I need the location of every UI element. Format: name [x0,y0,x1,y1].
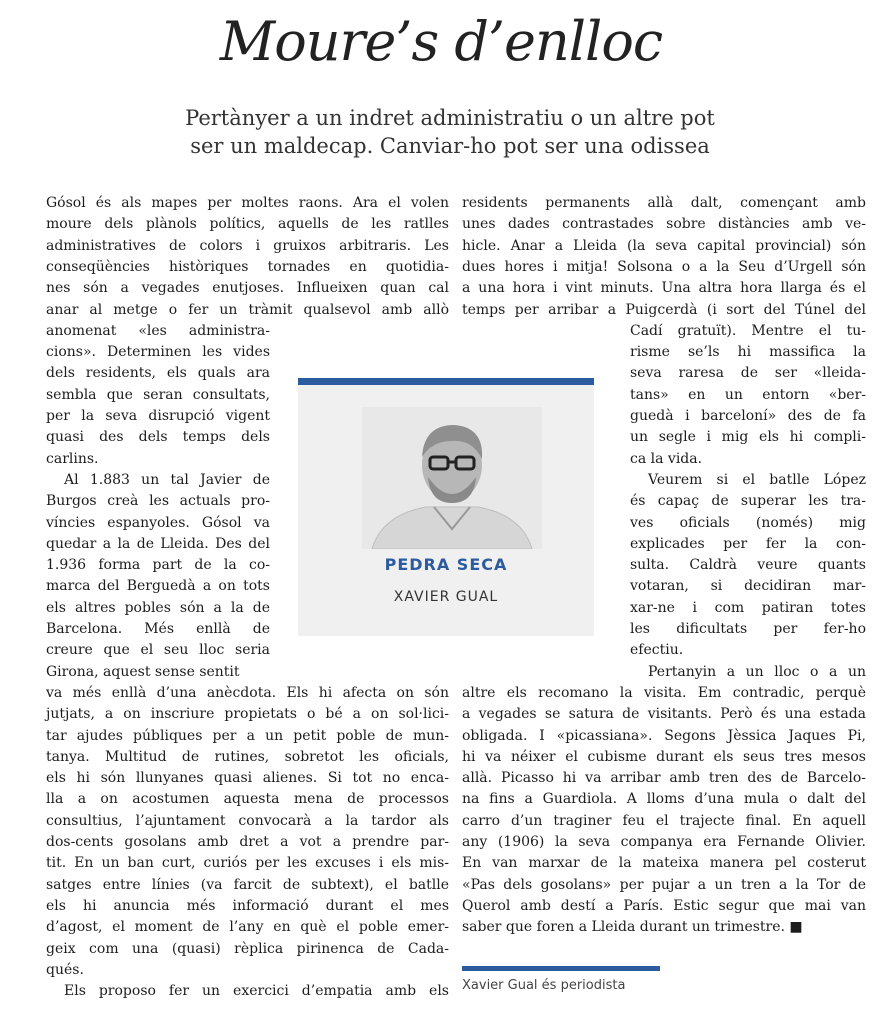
text-line: Cadí gratuït). Mentre el tu- [630,322,866,339]
text-line: ves oficials (només) mig [630,514,866,531]
subheadline-line: Pertànyer a un indret administratiu o un altre pot [185,106,715,130]
text-line: carlins. [46,450,99,467]
text-line: sembla que seran consultats, [46,386,270,403]
text-line: els altres pobles són a la de [46,599,270,616]
text-line: 1.936 forma part de la co- [46,557,270,574]
text-line: risme se’ls hi massifica la [630,344,866,361]
text-line: sulta. Caldrà veure quants [630,557,866,574]
text-line: Querol amb destí a París. Estic segur que mai van [462,897,866,914]
text-line: xar-ne i com patiran totes [630,599,866,616]
text-line: administratives de colors i gruixos arbitraris. Les [46,237,449,254]
text-line: lla a on acostumen aquesta mena de processos [46,791,449,808]
text-line: guedà i barceloní» des de fa [630,408,866,424]
text-line: tanya. Multitud de rutines, sobretot les oficials, [46,748,449,765]
text-line: geix com una (quasi) rèplica pirinenca de Cada- [46,940,449,957]
text-line: temps per arribar a Puigcerdà (i sort del Túnel del [462,301,866,318]
text-line: dos-cents gosolans amb dret a vot a prendre par- [46,834,449,850]
text-line: Els proposo fer un exercici d’empatia amb els [64,983,449,1000]
text-line: a una hora i vint minuts. Una altra hora llarga és el [462,280,866,297]
text-line: seva raresa de ser «lleida- [630,365,866,382]
text-line: anomenat «les administra- [46,322,270,339]
text-line: creure que el seu lloc seria [46,642,270,659]
text-line: quedar a la de Lleida. Des del [46,535,270,552]
text-line: hicle. Anar a Lleida (la seva capital provincial) són [462,237,866,254]
text-line: votaran, si decidiran mar- [630,578,866,595]
text-line: Girona, aquest sense sentit [46,663,240,680]
text-line: Al 1.883 un tal Javier de [64,471,270,488]
text-line: obligada. I «picassiana». Segons Jèssica Jaques Pi, [462,727,866,744]
subheadline-line: ser un maldecap. Canviar-ho pot ser una odissea [190,134,710,158]
text-line: Barcelona. Més enllà de [46,621,270,637]
text-line: Burgos creà les actuals pro- [46,493,270,510]
text-line: és capaç de superar les tra- [630,493,866,510]
text-line: consultius, l’ajuntament convocarà a la tardor als [46,812,449,829]
text-line: satges entre línies (va farcit de subtext), el batlle [46,876,449,893]
text-line: altre els recomano la visita. Em contradic, perquè [462,684,866,701]
text-line: un segle i mig els hi compli- [630,429,866,446]
column-rubric: PEDRA SECA [384,555,508,574]
text-line: moure dels plànols polítics, aquells de les ratlles [46,216,449,233]
text-line: «Pas dels gosolans» per pujar a un tren a la Tor de [462,876,866,893]
subheadline [150,104,750,160]
text-line: hi va néixer el cubisme durant els seus tres mesos [462,748,866,765]
text-line: tar ajudes públiques per a un petit poble de mun- [46,727,449,744]
text-line: dels residents, els quals ara [46,365,270,382]
text-line: cions». Determinen les vides [46,344,270,361]
text-line: tit. En un ban curt, curiós per les excuses i els mis- [46,855,449,872]
text-line: d’agost, el moment de l’any en què el poble emer- [46,919,449,936]
text-line: nes són a vegades enutjoses. Influeixen quan cal [46,280,449,297]
text-line: explicades per fer la con- [630,535,866,552]
text-line: saber que foren a Lleida durant un trimestre. ■ [462,919,803,936]
text-line: les dificultats per fer-ho [630,621,866,637]
text-line: per la seva disrupció vigent [46,408,270,424]
byline: XAVIER GUAL [393,589,499,605]
author-note: Xavier Gual és periodista [462,978,626,993]
text-line: marca del Berguedà a on tots [46,578,270,595]
text-line: els hi són llunyanes quasi alienes. Si tot no enca- [46,770,449,787]
text-line: a vegades se satura de visitants. Però és una estada [462,706,866,723]
end-rule [462,966,660,971]
text-line: En van marxar de la mateixa manera pel costerut [462,855,866,872]
text-line: any (1906) la seva companya era Fernande Olivier. [462,834,866,850]
headline: Moure’s d’enlloc [219,10,663,73]
text-line: residents permanents allà dalt, començant amb [462,195,866,211]
text-line: jutjats, a on inscriure propietats o bé a on sol·lici- [46,706,449,723]
text-line: quasi des dels temps dels [46,429,270,446]
text-line: unes dades contrastades sobre distàncies amb ve- [462,216,866,233]
author-box [298,378,594,636]
author-photo [362,407,542,549]
text-line: els hi anuncia més informació durant el mes [46,897,449,914]
text-line: va més enllà d’una anècdota. Els hi afecta on són [46,684,449,701]
text-line: Gósol és als mapes per moltes raons. Ara el volen [46,195,449,211]
text-line: carro d’un traginer feu el trajecte final. En aquell [462,812,866,829]
text-line: na fins a Guardiola. A lloms d’una mula o dalt del [462,791,866,808]
text-line: conseqüències històriques tornades en quotidia- [46,258,449,275]
text-line: Veurem si el batlle López [648,471,866,488]
text-line: efectiu. [630,642,684,659]
text-line: víncies espanyoles. Gósol va [46,514,270,531]
text-line: allà. Picasso hi va arribar amb tren des de Barcelo- [462,770,866,787]
text-line: tans» en un entorn «ber- [630,386,866,403]
text-line: dues hores i mitja! Solsona o a la Seu d’Urgell són [462,258,866,275]
text-line: Pertanyin a un lloc o a un [648,663,866,680]
text-line: ca la vida. [630,450,703,467]
text-line: qués. [46,961,84,978]
text-line: anar al metge o fer un tràmit qualsevol amb allò [46,301,449,318]
